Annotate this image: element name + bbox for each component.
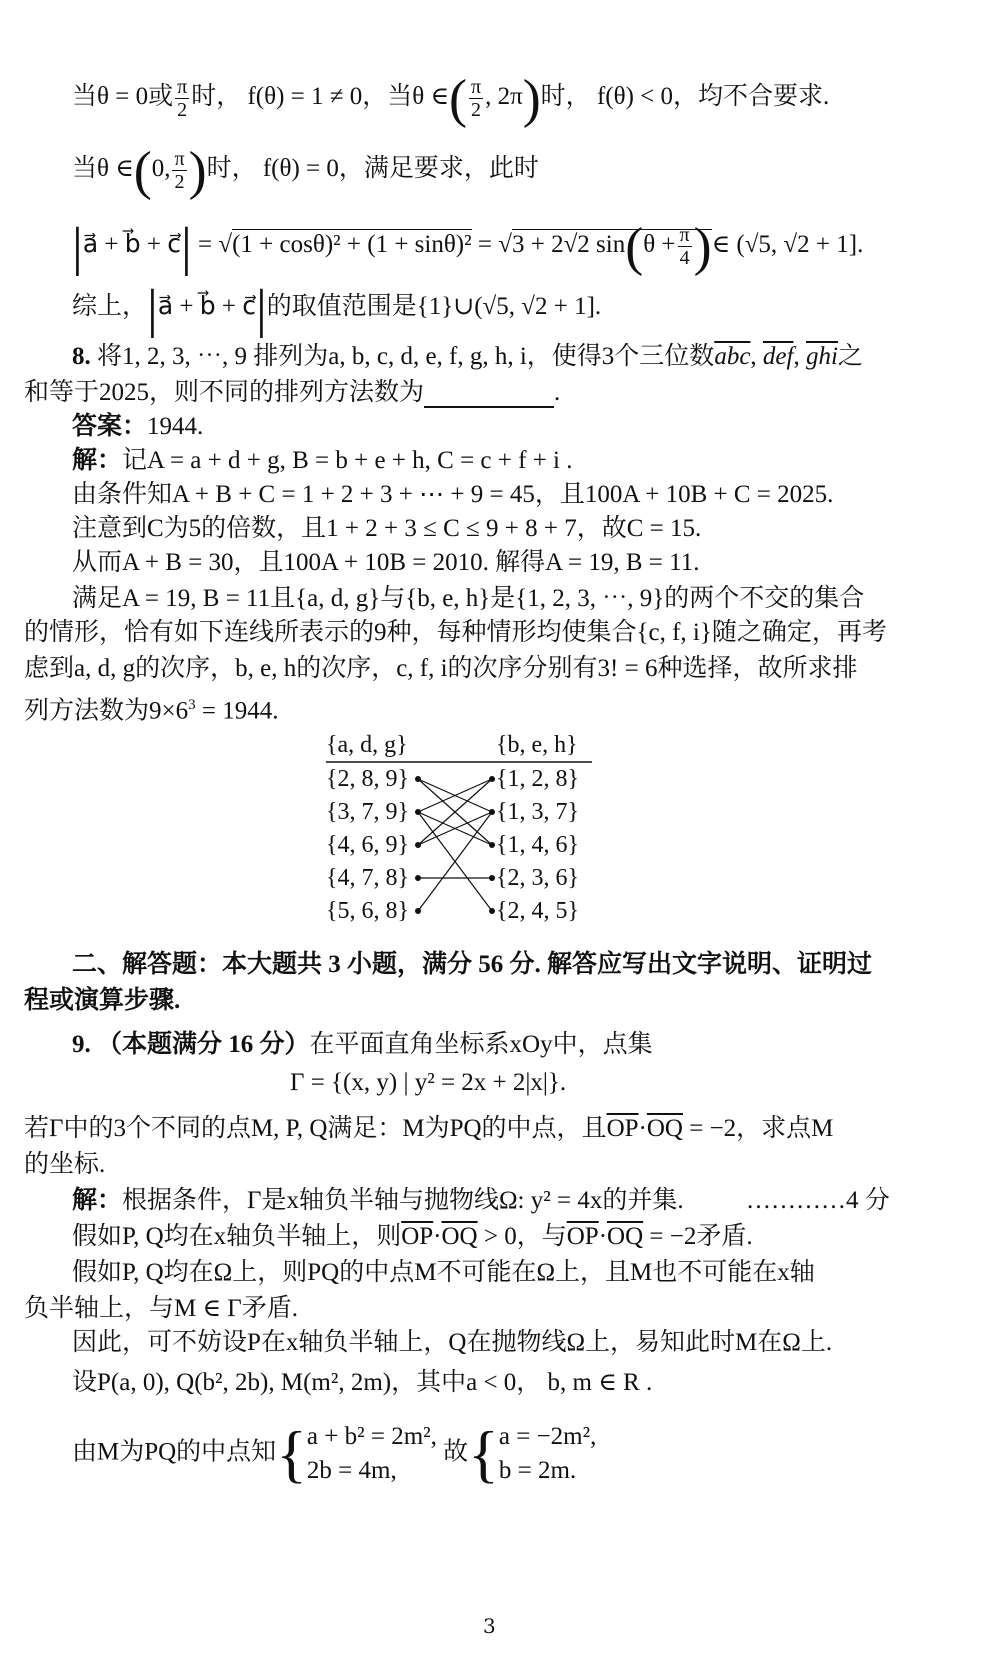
overline-number: $\overline{abc}$ — [714, 343, 751, 370]
sol8-line2 — [72, 480, 833, 510]
denominator: 2 — [471, 99, 481, 121]
text: 时， — [206, 155, 257, 183]
score-mark: …………4 分 — [746, 1187, 890, 1214]
numerator: π — [679, 224, 690, 246]
abs-bar: | — [180, 216, 192, 277]
text: . — [554, 379, 561, 406]
answer-line — [72, 412, 203, 442]
text: 故 — [443, 1438, 469, 1466]
text: 负半轴上，与M ∈ Γ矛盾. — [24, 1295, 298, 1322]
answer-blank[interactable] — [424, 384, 554, 408]
q8-line1: 8. 将1, 2, 3, ⋯, 9 排列为a, b, c, d, e, f, g, h, i，使得3个三位数$\overline{abc}$, $\overline{def}$, $\overline{ghi}$之 — [72, 343, 863, 370]
text: f(θ) = 1 ≠ 0，当θ ∈ — [247, 83, 449, 111]
numerator: π — [177, 76, 188, 98]
equation: 2b = 4m, — [306, 1457, 397, 1484]
fraction-pi-over-2 — [469, 76, 483, 121]
text: θ + — [643, 231, 676, 259]
sol9-line1 — [72, 1186, 684, 1216]
overline-number: $\overline{def}$ — [762, 343, 794, 370]
text: 当θ = 0或 — [72, 83, 174, 111]
magnitude-line — [72, 216, 864, 277]
set-definition: Γ = {(x, y) | y² = 2x + 2|x|}. — [290, 1069, 567, 1096]
q8-line2 — [24, 378, 560, 408]
paren: ( — [133, 140, 152, 201]
text: 从而A + B = 30，且100A + 10B = 2010. 解得A = 19, B = 11. — [72, 549, 700, 576]
question-number: 9. — [72, 1031, 91, 1058]
vector-oq: $\overline{OQ}$ — [441, 1223, 478, 1250]
sol9-line4 — [24, 1294, 298, 1324]
vector-op: $\overline{OP}$ — [566, 1223, 599, 1250]
text: 假如P, Q均在Ω上，则PQ的中点M不可能在Ω上，且M也不可能在x轴 — [72, 1259, 815, 1286]
text: 设P(a, 0), Q(b², 2b), M(m², 2m)，其中a < 0， b, m ∈ R . — [72, 1369, 653, 1396]
sol8-line8 — [24, 690, 278, 726]
equation: a = −2m², — [498, 1423, 597, 1450]
vector-oq: $\overline{OQ}$ — [607, 1223, 644, 1250]
sol9-line3 — [72, 1258, 815, 1288]
answer-label: 答案： — [72, 413, 148, 440]
equation: b = 2m. — [498, 1457, 577, 1484]
part2-line1 — [72, 950, 872, 980]
text: 注意到C为5的倍数，且1 + 2 + 3 ≤ C ≤ 9 + 8 + 7，故C = 15. — [72, 515, 702, 542]
text: 虑到a, d, g的次序，b, e, h的次序，c, f, i的次序分别有3! = 6种选择，故所求排 — [24, 655, 858, 682]
text: 当θ ∈ — [72, 155, 134, 183]
right-set-4: {2, 4, 5} — [496, 898, 580, 924]
text: = −2，求点M — [682, 1115, 834, 1142]
question-number: 8. — [72, 343, 91, 370]
text: 根据条件，Γ是x轴负半轴与抛物线Ω: y² = 4x的并集. — [122, 1187, 684, 1214]
text: 的坐标. — [24, 1151, 106, 1178]
text: 的取值范围是{1}∪(√5, √2 + 1]. — [266, 293, 602, 320]
text: 记A = a + d + g, B = b + e + h, C = c + f + i . — [122, 447, 573, 474]
left-set-3: {4, 7, 8} — [326, 865, 410, 891]
page-number: 3 — [483, 1614, 496, 1638]
text: = 1944. — [195, 697, 279, 725]
denominator: 2 — [174, 171, 185, 193]
left-set-0: {2, 8, 9} — [326, 766, 410, 792]
abs-bar: | — [147, 278, 158, 339]
sol8-line6 — [24, 618, 887, 648]
text: = −2矛盾. — [643, 1223, 753, 1250]
paren: ( — [448, 68, 467, 129]
q9-line2 — [24, 1114, 833, 1144]
theta-zero-line — [72, 68, 830, 129]
theta-range-line — [72, 140, 539, 201]
radicand: (1 + cosθ)² + (1 + sinθ)² — [232, 231, 472, 259]
text: 将1, 2, 3, ⋯, 9 排列为a, b, c, d, e, f, g, h, i，使得3个三位数 — [97, 343, 715, 370]
vector-op: $\overline{OP}$ — [606, 1115, 639, 1142]
text: ∈ (√5, √2 + 1]. — [711, 231, 864, 259]
abs-bar: | — [255, 278, 267, 339]
text: = √ — [477, 231, 512, 259]
denominator: 4 — [679, 247, 690, 269]
text: 满足A = 19, B = 11且{a, d, g}与{b, e, h}是{1, 2, 3, ⋯, 9}的两个不交的集合 — [72, 585, 865, 612]
fraction-pi-over-2 — [175, 76, 189, 121]
left-brace: { — [468, 1418, 499, 1489]
dot: · — [433, 1223, 442, 1250]
text: 3 + 2√2 sin — [511, 231, 626, 259]
answer-value: 1944. — [147, 413, 204, 440]
dot: · — [638, 1115, 647, 1142]
numerator: π — [470, 76, 482, 98]
right-set-3: {2, 3, 6} — [496, 865, 580, 891]
left-set-2: {4, 6, 9} — [326, 832, 410, 858]
question-score: （本题满分 16 分） — [97, 1031, 310, 1058]
right-set-0: {1, 2, 8} — [496, 766, 580, 792]
left-header: {a, d, g} — [326, 732, 408, 758]
sol9-line6 — [72, 1368, 652, 1398]
q9-set — [290, 1068, 566, 1098]
paren: ) — [522, 68, 541, 129]
text: 时， — [191, 83, 242, 111]
text: 由M为PQ的中点知 — [72, 1438, 277, 1466]
text: > 0，与 — [477, 1223, 567, 1250]
left-brace: { — [276, 1418, 307, 1489]
exponent: 3 — [188, 697, 196, 713]
solution-label: 解： — [72, 447, 123, 474]
vector-op: $\overline{OP}$ — [401, 1223, 434, 1250]
q9-line1 — [72, 1030, 653, 1060]
text: f(θ) < 0，均不合要求. — [596, 83, 830, 111]
text: 假如P, Q均在x轴负半轴上，则 — [72, 1223, 402, 1250]
vector-sum: a⃗ + b⃗ + c⃗ — [157, 293, 256, 320]
text: 的情形，恰有如下连线所表示的9种，每种情形均使集合{c, f, i}随之确定，再考 — [24, 619, 887, 646]
left-set-4: {5, 6, 8} — [326, 898, 410, 924]
abs-bar: | — [72, 216, 83, 277]
text: f(θ) = 0，满足要求，此时 — [262, 155, 539, 183]
sol9-line5 — [72, 1328, 832, 1358]
section-heading: 二、解答题：本大题共 3 小题，满分 56 分. 解答应写出文字说明、证明过 — [72, 951, 873, 978]
sol8-line5 — [72, 584, 864, 614]
text: 列方法数为9×6 — [24, 697, 189, 725]
matching-diagram — [320, 728, 600, 938]
vector-oq: $\overline{OQ}$ — [646, 1115, 683, 1142]
sol9-score — [746, 1186, 890, 1216]
paren: ) — [693, 216, 712, 277]
text: = √ — [198, 231, 233, 259]
solution-label: 解： — [72, 1187, 123, 1214]
text: 因此，可不妨设P在x轴负半轴上，Q在抛物线Ω上，易知此时M在Ω上. — [72, 1329, 833, 1356]
text: 时， — [540, 83, 591, 111]
text: 0, — [151, 155, 171, 183]
overline-number: $\overline{ghi}$ — [805, 343, 838, 370]
summary-line — [72, 278, 602, 339]
equation-system — [499, 1420, 597, 1488]
equation: a + b² = 2m², — [306, 1423, 437, 1450]
fraction-pi-over-2 — [172, 148, 186, 193]
sol8-line3 — [72, 514, 701, 544]
fraction-pi-over-4 — [678, 224, 692, 269]
text: 由条件知A + B + C = 1 + 2 + 3 + ⋯ + 9 = 45，且100A + 10B + C = 2025. — [72, 481, 834, 508]
sol9-line2 — [72, 1222, 753, 1252]
numerator: π — [174, 148, 185, 170]
sol9-line7 — [72, 1420, 596, 1488]
right-header: {b, e, h} — [496, 732, 578, 758]
denominator: 2 — [177, 99, 188, 121]
left-set-1: {3, 7, 9} — [326, 799, 410, 825]
text: , 2π — [485, 83, 523, 111]
text: 综上， — [72, 293, 148, 320]
vector-sum: a⃗ + b⃗ + c⃗ — [82, 231, 181, 259]
section-heading: 程或演算步骤. — [24, 987, 181, 1014]
radicand — [511, 216, 712, 277]
paren: ( — [625, 216, 644, 277]
right-set-1: {1, 3, 7} — [496, 799, 580, 825]
paren: ) — [188, 140, 207, 201]
sol8-line7 — [24, 654, 858, 684]
text: 之 — [837, 343, 863, 370]
text: 和等于2025，则不同的排列方法数为 — [24, 379, 425, 406]
right-set-2: {1, 4, 6} — [496, 832, 580, 858]
part2-line2 — [24, 986, 180, 1016]
text: 在平面直角坐标系xOy中，点集 — [309, 1031, 653, 1058]
sol8-line1 — [72, 446, 573, 476]
dot: · — [598, 1223, 608, 1250]
sol8-line4 — [72, 548, 699, 578]
text: 若Γ中的3个不同的点M, P, Q满足：M为PQ的中点，且 — [24, 1115, 607, 1142]
q9-line3 — [24, 1150, 105, 1180]
equation-system — [307, 1420, 437, 1488]
